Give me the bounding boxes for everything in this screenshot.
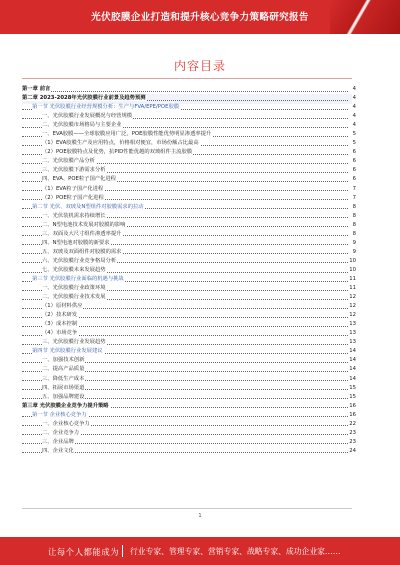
toc-entry-page: 6 <box>352 148 356 157</box>
toc-entry-label: 第三节 光伏胶膜行业面临的机遇与挑战 <box>32 275 124 282</box>
toc-entry-label: 三、光伏胶膜行业发展趋势 <box>42 339 106 346</box>
toc-entry-page: 16 <box>348 411 356 420</box>
report-header-banner <box>0 0 400 34</box>
toc-entry-page: 23 <box>348 438 356 447</box>
toc-entry[interactable] <box>22 375 356 384</box>
toc-entry-page: 4 <box>352 112 356 121</box>
toc-entry-page: 24 <box>348 447 356 456</box>
toc-entry-label: 一、企业核心竞争力 <box>42 420 90 427</box>
toc-entry[interactable] <box>22 356 356 365</box>
toc-entry-page: 8 <box>352 230 356 239</box>
toc-entry-page: 9 <box>352 239 356 248</box>
toc-entry-label: 五、加强品牌建设 <box>42 393 85 400</box>
toc-entry[interactable] <box>22 429 356 438</box>
toc-entry-label: 二、光伏胶膜行业技术发展 <box>42 294 106 301</box>
toc-entry[interactable] <box>22 85 356 94</box>
toc-entry-label: 四、拓展市场渠道 <box>42 384 85 391</box>
toc-entry-page: 8 <box>352 212 356 221</box>
toc-entry-page: 5 <box>352 139 356 148</box>
toc-entry[interactable] <box>22 166 356 175</box>
toc-entry-page: 15 <box>348 384 356 393</box>
toc-entry-page: 4 <box>352 94 356 103</box>
footer-banner <box>0 537 400 565</box>
footer-separator <box>122 545 123 557</box>
toc-entry-label: 一、EVA胶膜——全球胶膜应用广泛，POE胶膜性能优势明显渗透率提升 <box>42 131 212 138</box>
toc-entry-label: 五、双玻及双面组件对胶膜的需求 <box>42 248 122 255</box>
toc-entry[interactable] <box>22 402 356 411</box>
toc-entry[interactable] <box>22 384 356 393</box>
toc-heading: 内容目录 <box>173 59 226 73</box>
toc-entry-label: 三、企业品牌 <box>42 438 74 445</box>
toc-entry[interactable] <box>22 157 356 166</box>
toc-leader-dots <box>22 91 348 92</box>
toc-entry-label: 二、N型电池技术发展对胶膜的影响 <box>42 221 126 228</box>
toc-entry[interactable] <box>22 121 356 130</box>
toc-entry[interactable] <box>22 239 356 248</box>
toc-entry[interactable] <box>22 347 356 356</box>
toc-entry[interactable] <box>22 420 356 429</box>
toc-entry[interactable] <box>22 438 356 447</box>
toc-entry-page: 13 <box>348 338 356 347</box>
toc-entry-page: 12 <box>348 302 356 311</box>
toc-entry[interactable] <box>22 284 356 293</box>
toc-entry[interactable] <box>22 365 356 374</box>
toc-entry-label: （2）POE胶膜特点及优势，抗PID性能优越的双玻组件主流胶膜 <box>42 149 193 156</box>
toc-entry[interactable] <box>22 185 356 194</box>
toc-entry-label: 六、光伏胶膜行业竞争格局分析 <box>42 257 117 264</box>
toc-entry-page: 4 <box>352 103 356 112</box>
toc-entry-label: （2）POE粒子国产化进程 <box>42 194 104 201</box>
toc-entry[interactable] <box>22 194 356 203</box>
toc-entry-page: 12 <box>348 293 356 302</box>
toc-entry-label: 一、加强技术创新 <box>42 357 85 364</box>
toc-entry[interactable] <box>22 103 356 112</box>
report-title: 光伏胶膜企业打造和提升核心竞争力策略研究报告 <box>91 12 309 23</box>
toc-entry[interactable] <box>22 175 356 184</box>
page-divider <box>22 508 352 509</box>
page-number: 1 <box>198 513 202 519</box>
toc-entry[interactable] <box>22 130 356 139</box>
toc-entry-page: 10 <box>348 266 356 275</box>
toc-entry-page: 14 <box>348 375 356 384</box>
toc-entry[interactable] <box>22 112 356 121</box>
toc-entry[interactable] <box>22 266 356 275</box>
toc-entry-page: 8 <box>352 221 356 230</box>
toc-entry-page: 15 <box>348 393 356 402</box>
toc-entry[interactable] <box>22 94 356 103</box>
toc-entry-page: 11 <box>348 275 356 284</box>
toc-divider <box>22 78 352 79</box>
toc-entry-page: 9 <box>352 248 356 257</box>
toc-entry-page: 14 <box>348 356 356 365</box>
toc-entry[interactable] <box>22 393 356 402</box>
toc-entry[interactable] <box>22 275 356 284</box>
toc-entry-label: 第一章 前言 <box>22 86 51 92</box>
toc-entry-page: 14 <box>348 365 356 374</box>
toc-entry-label: （4）市场竞争 <box>42 330 78 337</box>
toc-entry-label: 二、光伏胶膜产品分析 <box>42 158 95 165</box>
toc-entry-page: 6 <box>352 175 356 184</box>
toc-entry-label: 一、光伏胶膜行业发展概况与经营规模 <box>42 113 133 120</box>
toc-entry-label: （3）成本控制 <box>42 321 78 328</box>
toc-entry[interactable] <box>22 248 356 257</box>
toc-entry[interactable] <box>22 411 356 420</box>
toc-entry[interactable] <box>22 320 356 329</box>
toc-entry-page: 13 <box>348 320 356 329</box>
toc-entry[interactable] <box>22 148 356 157</box>
toc-entry-label: 一、光伏装机需求持续增长 <box>42 212 106 219</box>
toc-entry[interactable] <box>22 257 356 266</box>
toc-entry[interactable] <box>22 203 356 212</box>
toc-entry-label: 一、光伏胶膜行业政策环境 <box>42 285 106 292</box>
toc-entry-page: 12 <box>348 311 356 320</box>
toc-entry-label: 第二节 光伏、双玻及N型组件对胶膜需求的拉动 <box>32 203 144 210</box>
toc-entry-page: 14 <box>348 347 356 356</box>
toc-entry-label: （1）EVA粒子国产化进程 <box>42 185 104 192</box>
toc-entry-label: 二、提高产品质量 <box>42 366 85 373</box>
toc-entry[interactable] <box>22 139 356 148</box>
toc-entry-label: （2）技术研发 <box>42 312 78 319</box>
toc-entry-page: 22 <box>348 420 356 429</box>
toc-entry-label: 第四节 光伏胶膜行业发展建议 <box>32 348 103 355</box>
toc-entry-page: 11 <box>348 284 356 293</box>
toc-entry-label: 四、企业文化 <box>42 447 74 454</box>
toc-entry-label: （1）原材料供应 <box>42 303 83 310</box>
toc-entry-label: （1）EVA胶膜生产及应用特点，价格相对便宜，市场份额占比最高 <box>42 140 199 147</box>
table-of-contents <box>22 85 356 456</box>
toc-entry-label: 第二章 2023-2028年光伏胶膜行业前景及趋势预测 <box>22 95 146 102</box>
toc-entry-page: 6 <box>352 166 356 175</box>
toc-entry[interactable] <box>22 221 356 230</box>
toc-entry-label: 三、双面及大尺寸组件渗透率提升 <box>42 230 122 237</box>
toc-entry-page: 6 <box>352 157 356 166</box>
toc-entry-label: 第三章 光伏胶膜企业竞争力提升策略 <box>22 402 109 409</box>
toc-entry-page: 4 <box>352 121 356 130</box>
toc-entry-label: 第一节 光伏胶膜行业经营规模分析：生产与FVA/EPE/POE胶膜 <box>32 104 180 111</box>
toc-entry-label: 三、降低生产成本 <box>42 375 85 382</box>
toc-entry-page: 4 <box>352 85 356 94</box>
toc-entry[interactable] <box>22 302 356 311</box>
toc-entry[interactable] <box>22 293 356 302</box>
toc-entry[interactable] <box>22 338 356 347</box>
toc-entry-label: 三、光伏胶膜下游需求分析 <box>42 167 106 174</box>
toc-entry-page: 7 <box>352 194 356 203</box>
toc-entry[interactable] <box>22 329 356 338</box>
toc-entry-page: 7 <box>352 185 356 194</box>
footer-slogan: 让每个人都能成为 <box>48 547 120 557</box>
toc-entry[interactable] <box>22 212 356 221</box>
toc-entry-page: 13 <box>348 329 356 338</box>
toc-entry-label: 第一节 企业核心竞争力 <box>32 411 87 418</box>
toc-entry[interactable] <box>22 230 356 239</box>
toc-entry-page: 5 <box>352 130 356 139</box>
toc-entry-page: 10 <box>348 257 356 266</box>
toc-entry-page: 16 <box>348 402 356 411</box>
toc-entry-page: 23 <box>348 429 356 438</box>
toc-entry[interactable] <box>22 447 356 456</box>
footer-tagline: 行业专家、管理专家、营销专家、战略专家、成功企业家…… <box>130 547 341 556</box>
toc-entry-label: 七、光伏胶膜未来发展趋势 <box>42 266 106 273</box>
toc-entry-label: 四、N型电池对胶膜的新要求 <box>42 239 110 246</box>
toc-entry-label: 四、EVA、POE粒子国产化进程 <box>42 176 116 183</box>
toc-entry-label: 二、企业竞争力 <box>42 429 80 436</box>
toc-entry[interactable] <box>22 311 356 320</box>
toc-entry-page: 8 <box>352 203 356 212</box>
toc-entry-label: 二、光伏胶膜市场格局与主要企业 <box>42 122 122 129</box>
